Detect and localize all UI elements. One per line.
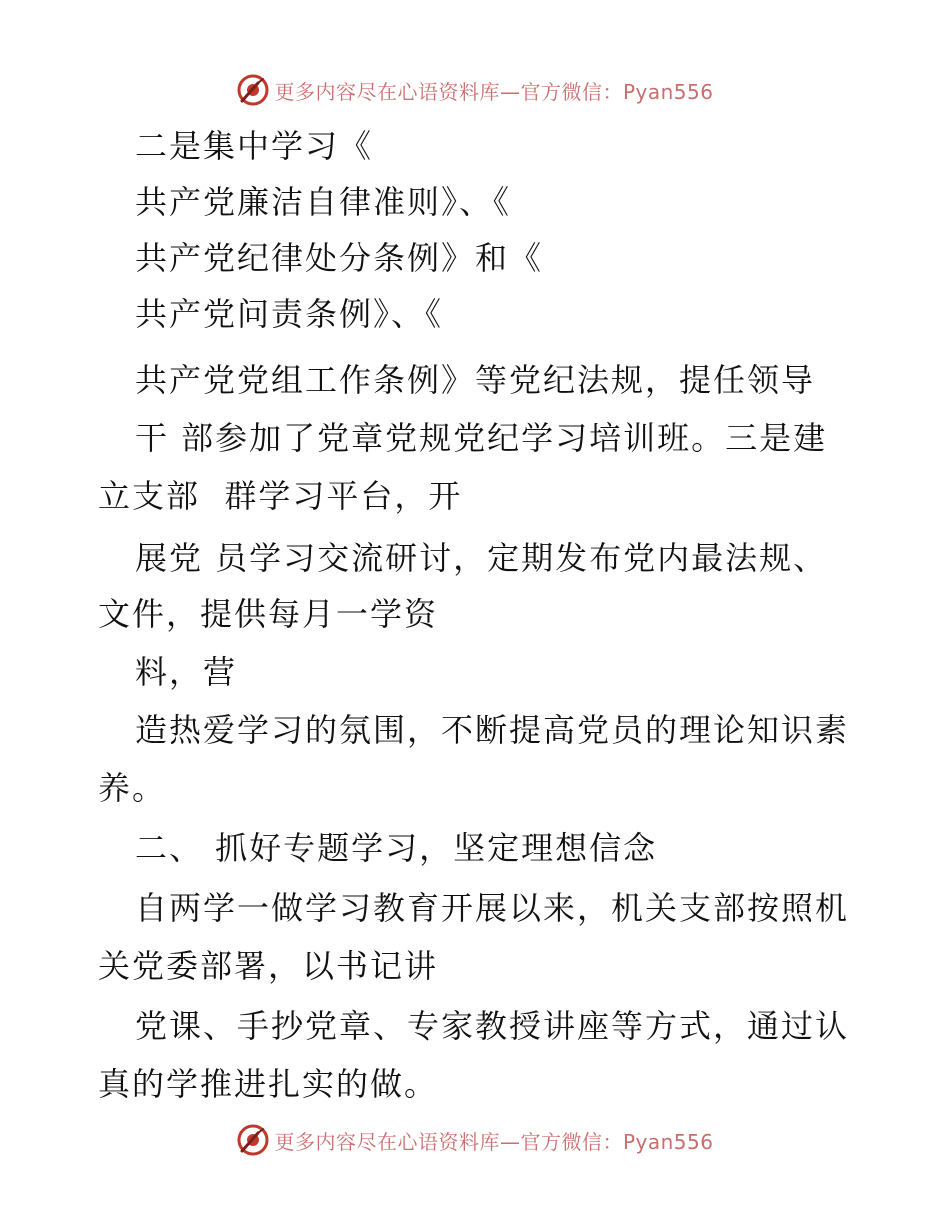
- watermark-text: 更多内容尽在心语资料库—官方微信：Pyan556: [274, 1129, 714, 1154]
- section-heading: 二、 抓好专题学习，坚定理想信念: [135, 829, 658, 867]
- text-line: 养。: [98, 769, 167, 807]
- footer-watermark: [0, 1120, 950, 1160]
- watermark-logo-icon: [236, 73, 270, 107]
- text-line: 共产党党组工作条例》等党纪法规，提任领导: [135, 361, 816, 399]
- header-watermark: [0, 70, 950, 110]
- text-line: 共产党纪律处分条例》和《: [135, 239, 544, 277]
- text-line: 料，营: [135, 653, 238, 691]
- text-line: 共产党问责条例》、《: [135, 295, 444, 333]
- text-line: 关党委部署，以书记讲: [98, 947, 439, 985]
- text-line: 党课、手抄党章、专家教授讲座等方式，通过认: [135, 1007, 850, 1045]
- text-line: 共产党廉洁自律准则》、《: [135, 183, 512, 221]
- text-line: 干 部参加了党章党规党纪学习培训班。三是建: [135, 419, 828, 457]
- text-line: 展党 员学习交流研讨，定期发布党内最法规、: [135, 539, 828, 577]
- text-line: 文件，提供每月一学资: [98, 595, 439, 633]
- watermark-text: 更多内容尽在心语资料库—官方微信：Pyan556: [274, 79, 714, 104]
- text-line: 造热爱学习的氛围，不断提高党员的理论知识素: [135, 711, 850, 749]
- text-line: 自两学一做学习教育开展以来，机关支部按照机: [135, 889, 850, 927]
- text-line: 真的学推进扎实的做。: [98, 1065, 439, 1103]
- text-line: 立支部 群学习平台，开: [98, 477, 463, 515]
- text-line: 二是集中学习《: [135, 127, 374, 165]
- watermark-logo-icon: [236, 1123, 270, 1157]
